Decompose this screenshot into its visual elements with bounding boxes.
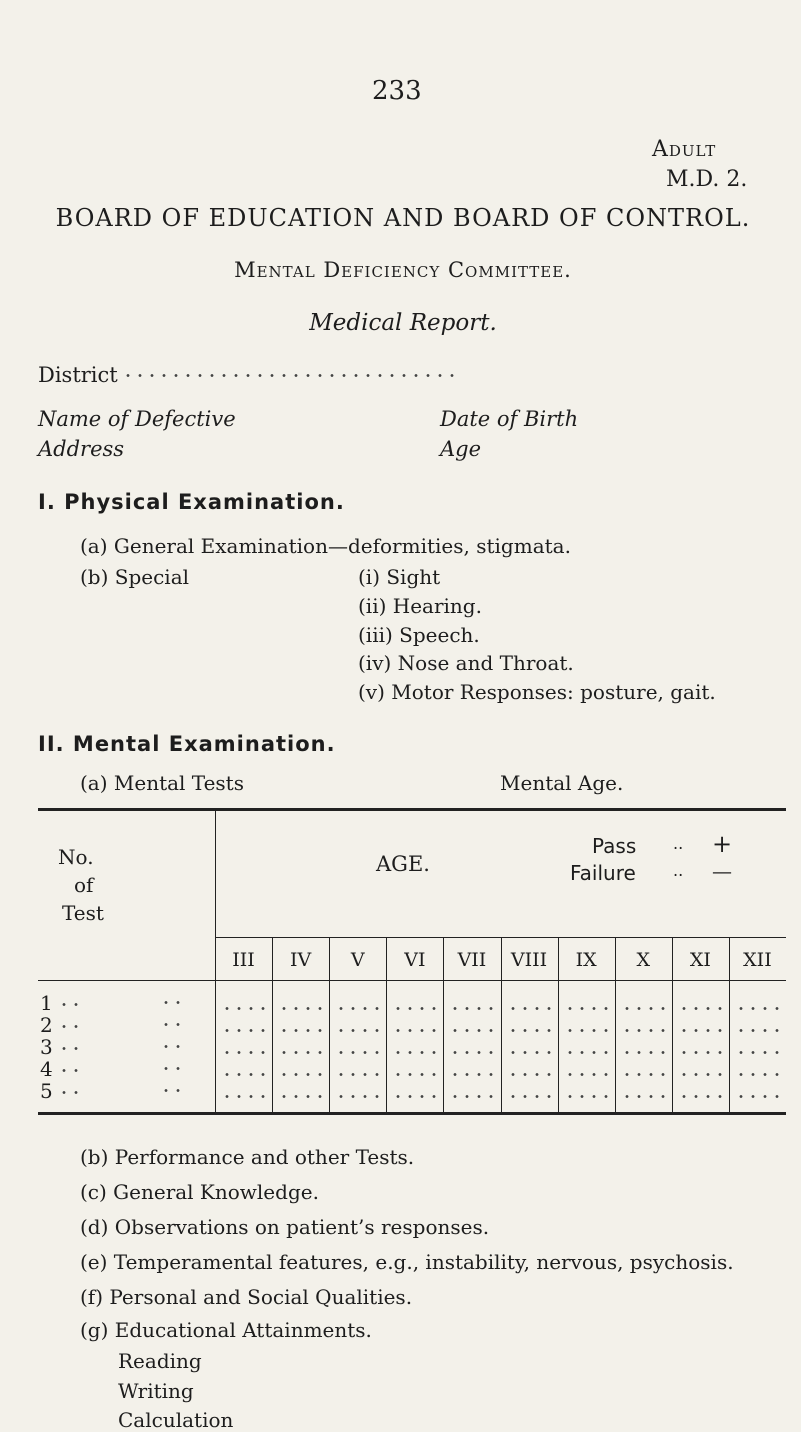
age-header: AGE.	[376, 852, 430, 876]
column-divider	[615, 937, 616, 1112]
result-cell-dots	[221, 1051, 266, 1054]
column-divider	[386, 937, 387, 1112]
attainment-calculation: Calculation	[118, 1408, 234, 1432]
special-item: (v) Motor Responses: posture, gait.	[358, 680, 716, 704]
result-cell-dots	[564, 1007, 609, 1010]
result-cell-dots	[735, 1051, 780, 1054]
result-cell-dots	[564, 1073, 609, 1076]
age-column-header: VIII	[510, 949, 548, 971]
special-item: (ii) Hearing.	[358, 594, 482, 618]
age-column-header: IX	[575, 949, 597, 971]
legend-leader: ..	[673, 834, 684, 853]
item-g: (g) Educational Attainments.	[80, 1318, 372, 1342]
result-cell-dots	[621, 1029, 666, 1032]
result-cell-dots	[507, 1051, 552, 1054]
item-b: (b) Performance and other Tests.	[80, 1145, 415, 1169]
result-cell-dots	[507, 1073, 552, 1076]
result-cell-dots	[507, 1095, 552, 1098]
item-f: (f) Personal and Social Qualities.	[80, 1285, 413, 1309]
result-cell-dots	[564, 1051, 609, 1054]
result-cell-dots	[221, 1073, 266, 1076]
row-leader-dots	[58, 1025, 82, 1028]
name-field-label: Name of Defective	[38, 407, 236, 431]
result-cell-dots	[221, 1029, 266, 1032]
form-category: Adult	[652, 137, 717, 162]
result-cell-dots	[278, 1073, 323, 1076]
pass-mark: +	[712, 830, 733, 858]
result-cell-dots	[278, 1029, 323, 1032]
address-field-label: Address	[38, 437, 125, 461]
result-cell-dots	[678, 1051, 723, 1054]
no-header: of	[74, 873, 94, 897]
result-cell-dots	[621, 1095, 666, 1098]
result-cell-dots	[678, 1007, 723, 1010]
column-divider	[672, 937, 673, 1112]
result-cell-dots	[221, 1007, 266, 1010]
pass-label: Pass	[592, 834, 637, 858]
page-subtitle: Mental Deficiency Committee.	[234, 258, 572, 282]
age-column-header: XII	[743, 949, 772, 971]
row-leader-dots	[160, 1045, 184, 1048]
item-d: (d) Observations on patient’s responses.	[80, 1215, 490, 1239]
section-mental-heading: II. Mental Examination.	[38, 732, 336, 756]
result-cell-dots	[335, 1095, 380, 1098]
result-cell-dots	[735, 1029, 780, 1032]
no-header: Test	[62, 901, 104, 925]
dob-field-label: Date of Birth	[440, 407, 579, 431]
column-divider	[501, 937, 502, 1112]
age-column-header: III	[232, 949, 255, 971]
failure-label: Failure	[570, 861, 636, 885]
age-field-label: Age	[440, 437, 482, 461]
district-dotted-line	[122, 374, 460, 377]
result-cell-dots	[392, 1095, 437, 1098]
result-cell-dots	[449, 1095, 494, 1098]
table-header-rule	[38, 980, 786, 981]
result-cell-dots	[735, 1007, 780, 1010]
result-cell-dots	[621, 1073, 666, 1076]
row-leader-dots	[58, 1069, 82, 1072]
result-cell-dots	[564, 1095, 609, 1098]
result-cell-dots	[449, 1073, 494, 1076]
table-bottom-rule	[38, 1112, 786, 1115]
legend-leader: ..	[673, 861, 684, 880]
attainment-writing: Writing	[118, 1379, 194, 1403]
result-cell-dots	[392, 1073, 437, 1076]
column-divider	[329, 937, 330, 1112]
test-row-number: 1	[40, 991, 53, 1015]
result-cell-dots	[335, 1007, 380, 1010]
attainment-reading: Reading	[118, 1349, 202, 1373]
report-title: Medical Report.	[309, 310, 497, 336]
age-column-header: VII	[457, 949, 487, 971]
result-cell-dots	[278, 1051, 323, 1054]
result-cell-dots	[735, 1095, 780, 1098]
special-label: (b) Special	[80, 565, 190, 589]
age-column-header: V	[350, 949, 365, 971]
test-row-number: 4	[40, 1057, 53, 1081]
row-leader-dots	[58, 1047, 82, 1050]
mental-tests-label: (a) Mental Tests	[80, 771, 244, 795]
age-column-header: XI	[689, 949, 711, 971]
result-cell-dots	[507, 1029, 552, 1032]
special-item: (i) Sight	[358, 565, 441, 589]
page-number: 233	[372, 76, 422, 106]
result-cell-dots	[678, 1029, 723, 1032]
section-physical-heading: I. Physical Examination.	[38, 490, 345, 514]
result-cell-dots	[335, 1051, 380, 1054]
result-cell-dots	[449, 1029, 494, 1032]
item-e: (e) Temperamental features, e.g., instability, nervous, psychosis.	[80, 1250, 734, 1274]
result-cell-dots	[735, 1073, 780, 1076]
result-cell-dots	[621, 1051, 666, 1054]
result-cell-dots	[449, 1051, 494, 1054]
result-cell-dots	[621, 1007, 666, 1010]
column-divider	[272, 937, 273, 1112]
test-row-number: 5	[40, 1079, 53, 1103]
age-column-header: X	[636, 949, 650, 971]
district-label: District	[38, 363, 118, 387]
result-cell-dots	[678, 1095, 723, 1098]
result-cell-dots	[335, 1073, 380, 1076]
result-cell-dots	[392, 1051, 437, 1054]
result-cell-dots	[564, 1029, 609, 1032]
general-examination: (a) General Examination—deformities, stigmata.	[80, 534, 571, 558]
result-cell-dots	[278, 1095, 323, 1098]
row-leader-dots	[160, 1067, 184, 1070]
mental-age-label: Mental Age.	[500, 771, 624, 795]
column-divider	[729, 937, 730, 1112]
test-row-number: 2	[40, 1013, 53, 1037]
result-cell-dots	[392, 1029, 437, 1032]
result-cell-dots	[449, 1007, 494, 1010]
page-title: BOARD OF EDUCATION AND BOARD OF CONTROL.	[55, 204, 751, 232]
row-leader-dots	[58, 1003, 82, 1006]
result-cell-dots	[507, 1007, 552, 1010]
row-leader-dots	[160, 1001, 184, 1004]
result-cell-dots	[335, 1029, 380, 1032]
result-cell-dots	[278, 1007, 323, 1010]
row-leader-dots	[160, 1023, 184, 1026]
age-column-header: VI	[404, 949, 426, 971]
result-cell-dots	[678, 1073, 723, 1076]
row-leader-dots	[58, 1091, 82, 1094]
no-header: No.	[58, 845, 94, 869]
item-c: (c) General Knowledge.	[80, 1180, 319, 1204]
test-row-number: 3	[40, 1035, 53, 1059]
failure-mark: —	[712, 859, 732, 883]
table-top-rule	[38, 808, 786, 811]
row-leader-dots	[160, 1089, 184, 1092]
column-divider	[558, 937, 559, 1112]
result-cell-dots	[221, 1095, 266, 1098]
special-item: (iii) Speech.	[358, 623, 480, 647]
form-code: M.D. 2.	[666, 167, 748, 192]
column-divider	[443, 937, 444, 1112]
age-column-header: IV	[290, 949, 312, 971]
special-item: (iv) Nose and Throat.	[358, 651, 574, 675]
result-cell-dots	[392, 1007, 437, 1010]
